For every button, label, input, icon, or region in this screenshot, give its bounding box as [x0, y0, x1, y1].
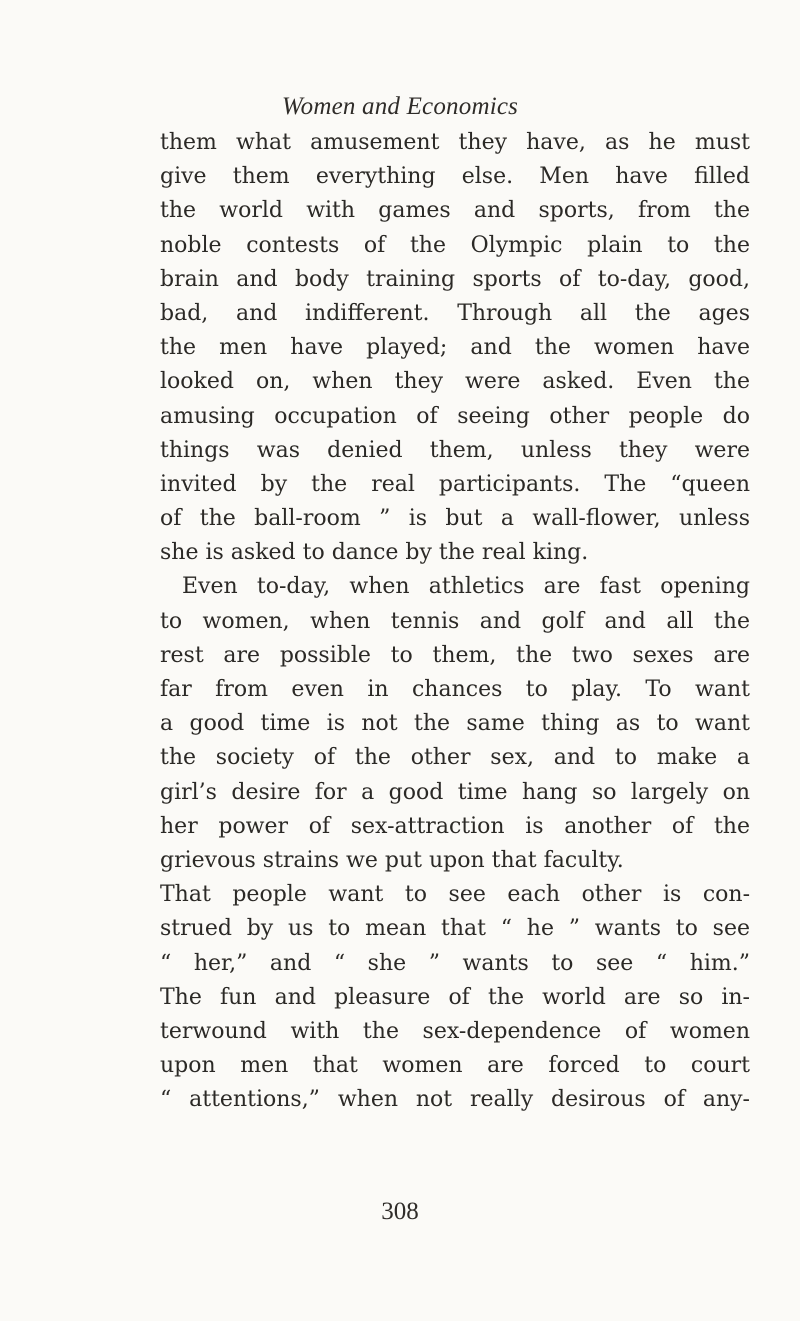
text-line: “ her,” and “ she ” wants to see “ him.”: [160, 950, 750, 976]
text-line: far from even in chances to play. To want: [160, 677, 750, 702]
text-line: rest are possible to them, the two sexes are: [160, 642, 750, 668]
text-line: looked on, when they were asked. Even the: [160, 369, 750, 395]
running-head: Women and Economics: [281, 93, 519, 120]
text-line: invited by the real participants. The “queen: [160, 471, 750, 497]
text-line: bad, and indifferent. Through all the ages: [160, 300, 750, 326]
text-line: the men have played; and the women have: [160, 335, 750, 361]
text-line: girl’s desire for a good time hang so largely on: [160, 779, 750, 805]
text-line: she is asked to dance by the real king.: [160, 540, 589, 566]
text-line: of the ball-room ” is but a wall-flower, unless: [160, 506, 750, 532]
text-line: noble contests of the Olympic plain to the: [160, 232, 750, 258]
text-line: brain and body training sports of to-day, good,: [160, 266, 750, 292]
text-line: upon men that women are forced to court: [160, 1053, 750, 1079]
text-line: give them everything else. Men have filled: [160, 164, 750, 190]
text-line: “ attentions,” when not really desirous of any-: [160, 1087, 750, 1113]
text-line: her power of sex-attraction is another of the: [160, 813, 750, 839]
text-line: The fun and pleasure of the world are so in-: [160, 984, 750, 1010]
text-line: strued by us to mean that “ he ” wants to see: [160, 916, 750, 942]
text-line: amusing occupation of seeing other people do: [160, 403, 750, 429]
text-line: That people want to see each other is con-: [160, 882, 750, 908]
text-line: grievous strains we put upon that faculty.: [160, 847, 624, 873]
text-line: terwound with the sex-dependence of women: [160, 1018, 750, 1044]
text-line: them what amusement they have, as he must: [160, 130, 750, 155]
page-number: 308: [381, 1198, 419, 1225]
text-line: the society of the other sex, and to make a: [160, 745, 750, 771]
body-text: [160, 126, 750, 1117]
text-line: Even to-day, when athletics are fast opening: [182, 574, 750, 600]
text-line: to women, when tennis and golf and all the: [160, 608, 750, 634]
text-line: a good time is not the same thing as to want: [160, 711, 750, 737]
text-line: things was denied them, unless they were: [160, 437, 750, 463]
text-line: the world with games and sports, from the: [160, 198, 750, 224]
